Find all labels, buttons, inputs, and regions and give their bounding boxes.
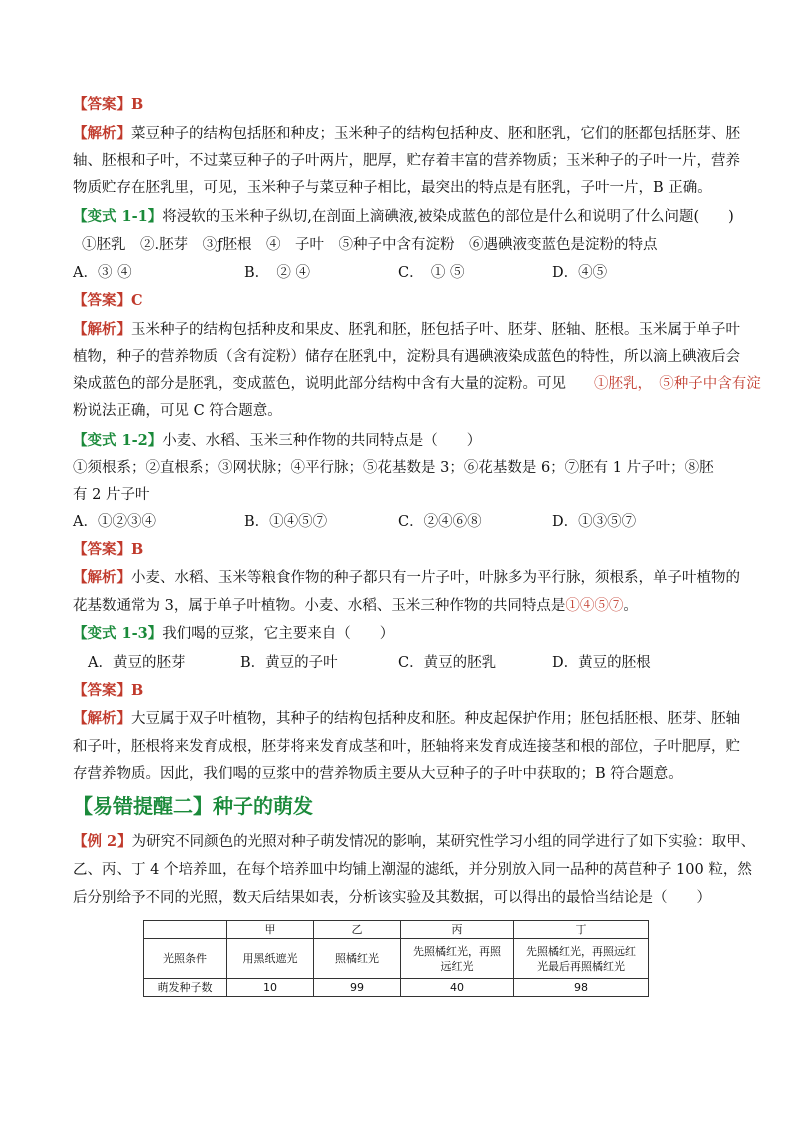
option-c: C．②④⑥⑧ xyxy=(398,514,482,530)
question-text: 小麦、水稻、玉米三种作物的共同特点是（ ） xyxy=(162,433,482,449)
analysis-highlight-1: ①胚乳， xyxy=(594,376,645,392)
analysis-highlight-2: ⑤种子中含有淀 xyxy=(659,376,761,392)
table-header-cell xyxy=(144,921,227,939)
answer-tag: 【答案】 xyxy=(73,541,131,558)
table-cell: 99 xyxy=(314,979,401,997)
answer-tag: 【答案】 xyxy=(73,682,131,699)
answer-value: C xyxy=(131,292,143,309)
analysis-text: 小麦、水稻、玉米等粮食作物的种子都只有一片子叶，叶脉多为平行脉，须根系，单子叶植物的 xyxy=(131,570,740,586)
analysis-line xyxy=(73,568,740,588)
section-title: 种子的萌发 xyxy=(213,794,313,818)
table-header-cell: 乙 xyxy=(314,921,401,939)
analysis-text: 染成蓝色的部分是胚乳，变成蓝色，说明此部分结构中含有大量的淀粉。可见 xyxy=(73,376,566,392)
question-text: 将浸软的玉米种子纵切,在剖面上滴碘液,被染成蓝色的部位是什么和说明了什么问题( ) xyxy=(162,209,734,225)
analysis-text: 物质贮存在胚乳里，可见，玉米种子与菜豆种子相比，最突出的特点是有胚乳，子叶一片，B 正确。 xyxy=(73,180,712,196)
section-tag: 【易错提醒二】 xyxy=(73,794,213,818)
variant-tag: 【变式 1-2】 xyxy=(73,432,163,449)
option-a: A．①②③④ xyxy=(73,514,156,530)
answer-tag: 【答案】 xyxy=(73,292,131,309)
variant-tag: 【变式 1-3】 xyxy=(73,625,163,642)
table-cell: 先照橘红光，再照 远红光 xyxy=(401,939,514,979)
example-text: 为研究不同颜色的光照对种子萌发情况的影响，某研究性学习小组的同学进行了如下实验：取甲、 xyxy=(131,834,756,850)
analysis-line xyxy=(73,709,740,729)
analysis-highlight xyxy=(594,374,761,394)
answer-line xyxy=(73,681,143,701)
answer-tag: 【答案】 xyxy=(73,96,131,113)
table-row xyxy=(144,979,649,997)
analysis-line xyxy=(73,596,638,616)
table-row-label: 萌发种子数 xyxy=(144,979,227,997)
example-tag: 【例 2】 xyxy=(73,833,132,850)
experiment-table xyxy=(143,920,649,997)
table-header-cell: 甲 xyxy=(227,921,314,939)
table-header-row xyxy=(144,921,649,939)
table-row xyxy=(144,939,649,979)
analysis-line xyxy=(73,320,740,340)
analysis-tag: 【解析】 xyxy=(73,710,131,727)
section-heading xyxy=(73,790,313,819)
table-cell: 10 xyxy=(227,979,314,997)
analysis-text: 和子叶，胚根将来发育成根，胚芽将来发育成茎和叶，胚轴将来发育成连接茎和根的部位，子叶肥厚，贮 xyxy=(73,739,740,755)
example-line xyxy=(73,832,755,852)
option-b: B． ② ④ xyxy=(244,265,311,281)
variant-tag: 【变式 1-1】 xyxy=(73,208,163,225)
answer-value: B xyxy=(131,541,144,558)
option-c: C．黄豆的胚乳 xyxy=(398,655,497,671)
analysis-text: 玉米种子的结构包括种皮和果皮、胚乳和胚，胚包括子叶、胚芽、胚轴、胚根。玉米属于单子叶 xyxy=(131,322,740,338)
question-line xyxy=(73,207,734,227)
option-d: D．黄豆的胚根 xyxy=(552,655,651,671)
analysis-text: 。 xyxy=(623,598,638,614)
table-cell: 用黑纸遮光 xyxy=(227,939,314,979)
example-text: 乙、丙、丁 4 个培养皿，在每个培养皿中均铺上潮湿的滤纸，并分别放入同一品种的莴苣种子 100 粒，然 xyxy=(73,862,752,878)
option-a: A．黄豆的胚芽 xyxy=(88,655,186,671)
analysis-text: 花基数通常为 3，属于单子叶植物。小麦、水稻、玉米三种作物的共同特点是 xyxy=(73,598,566,614)
option-d: D．①③⑤⑦ xyxy=(552,514,637,530)
question-items: ①胚乳 ②.胚芽 ③ƒ胚根 ④ 子叶 ⑤种子中含有淀粉 ⑥遇碘液变蓝色是淀粉的特点 xyxy=(82,237,658,253)
analysis-tag: 【解析】 xyxy=(73,321,131,338)
answer-line xyxy=(73,291,143,311)
option-d: D．④⑤ xyxy=(552,265,608,281)
analysis-text: 粉说法正确，可见 C 符合题意。 xyxy=(73,403,282,419)
option-a: A．③ ④ xyxy=(73,265,132,281)
example-text: 后分别给予不同的光照，数天后结果如表，分析该实验及其数据，可以得出的最恰当结论是（ ） xyxy=(73,890,711,906)
answer-value: B xyxy=(131,682,144,699)
answer-line xyxy=(73,540,143,560)
question-line xyxy=(73,431,481,451)
question-items: ①须根系；②直根系；③网状脉；④平行脉；⑤花基数是 3；⑥花基数是 6；⑦胚有 1 片子叶；⑧胚 xyxy=(73,460,714,476)
option-b: B．黄豆的子叶 xyxy=(240,655,338,671)
analysis-text: 轴、胚根和子叶，不过菜豆种子的子叶两片，肥厚，贮存着丰富的营养物质；玉米种子的子叶一片，营养 xyxy=(73,153,740,169)
table-header-cell: 丙 xyxy=(401,921,514,939)
analysis-tag: 【解析】 xyxy=(73,569,131,586)
question-items: 有 2 片子叶 xyxy=(73,487,150,503)
option-c: C． ① ⑤ xyxy=(398,265,465,281)
analysis-tag: 【解析】 xyxy=(73,125,131,142)
option-b: B．①④⑤⑦ xyxy=(244,514,328,530)
question-line xyxy=(73,624,394,644)
table-cell: 40 xyxy=(401,979,514,997)
answer-value: B xyxy=(131,96,144,113)
table-header-cell: 丁 xyxy=(514,921,649,939)
table-row-label: 光照条件 xyxy=(144,939,227,979)
table-cell: 98 xyxy=(514,979,649,997)
analysis-line xyxy=(73,124,740,144)
analysis-text xyxy=(73,401,282,421)
analysis-text: 存营养物质。因此，我们喝的豆浆中的营养物质主要从大豆种子的子叶中获取的；B 符合题意。 xyxy=(73,766,683,782)
analysis-highlight: ①④⑤⑦ xyxy=(565,598,624,614)
analysis-text: 菜豆种子的结构包括胚和种皮；玉米种子的结构包括种皮、胚和胚乳，它们的胚都包括胚芽、胚 xyxy=(131,126,740,142)
answer-line xyxy=(73,95,143,115)
table-cell: 照橘红光 xyxy=(314,939,401,979)
analysis-text: 大豆属于双子叶植物，其种子的结构包括种皮和胚。种皮起保护作用；胚包括胚根、胚芽、胚轴 xyxy=(131,711,740,727)
analysis-text: 植物，种子的营养物质（含有淀粉）储存在胚乳中，淀粉具有遇碘液染成蓝色的特性，所以滴上碘液后会 xyxy=(73,349,740,365)
question-text: 我们喝的豆浆，它主要来自（ ） xyxy=(162,626,395,642)
table-cell: 先照橘红光，再照远红 光最后再照橘红光 xyxy=(514,939,649,979)
